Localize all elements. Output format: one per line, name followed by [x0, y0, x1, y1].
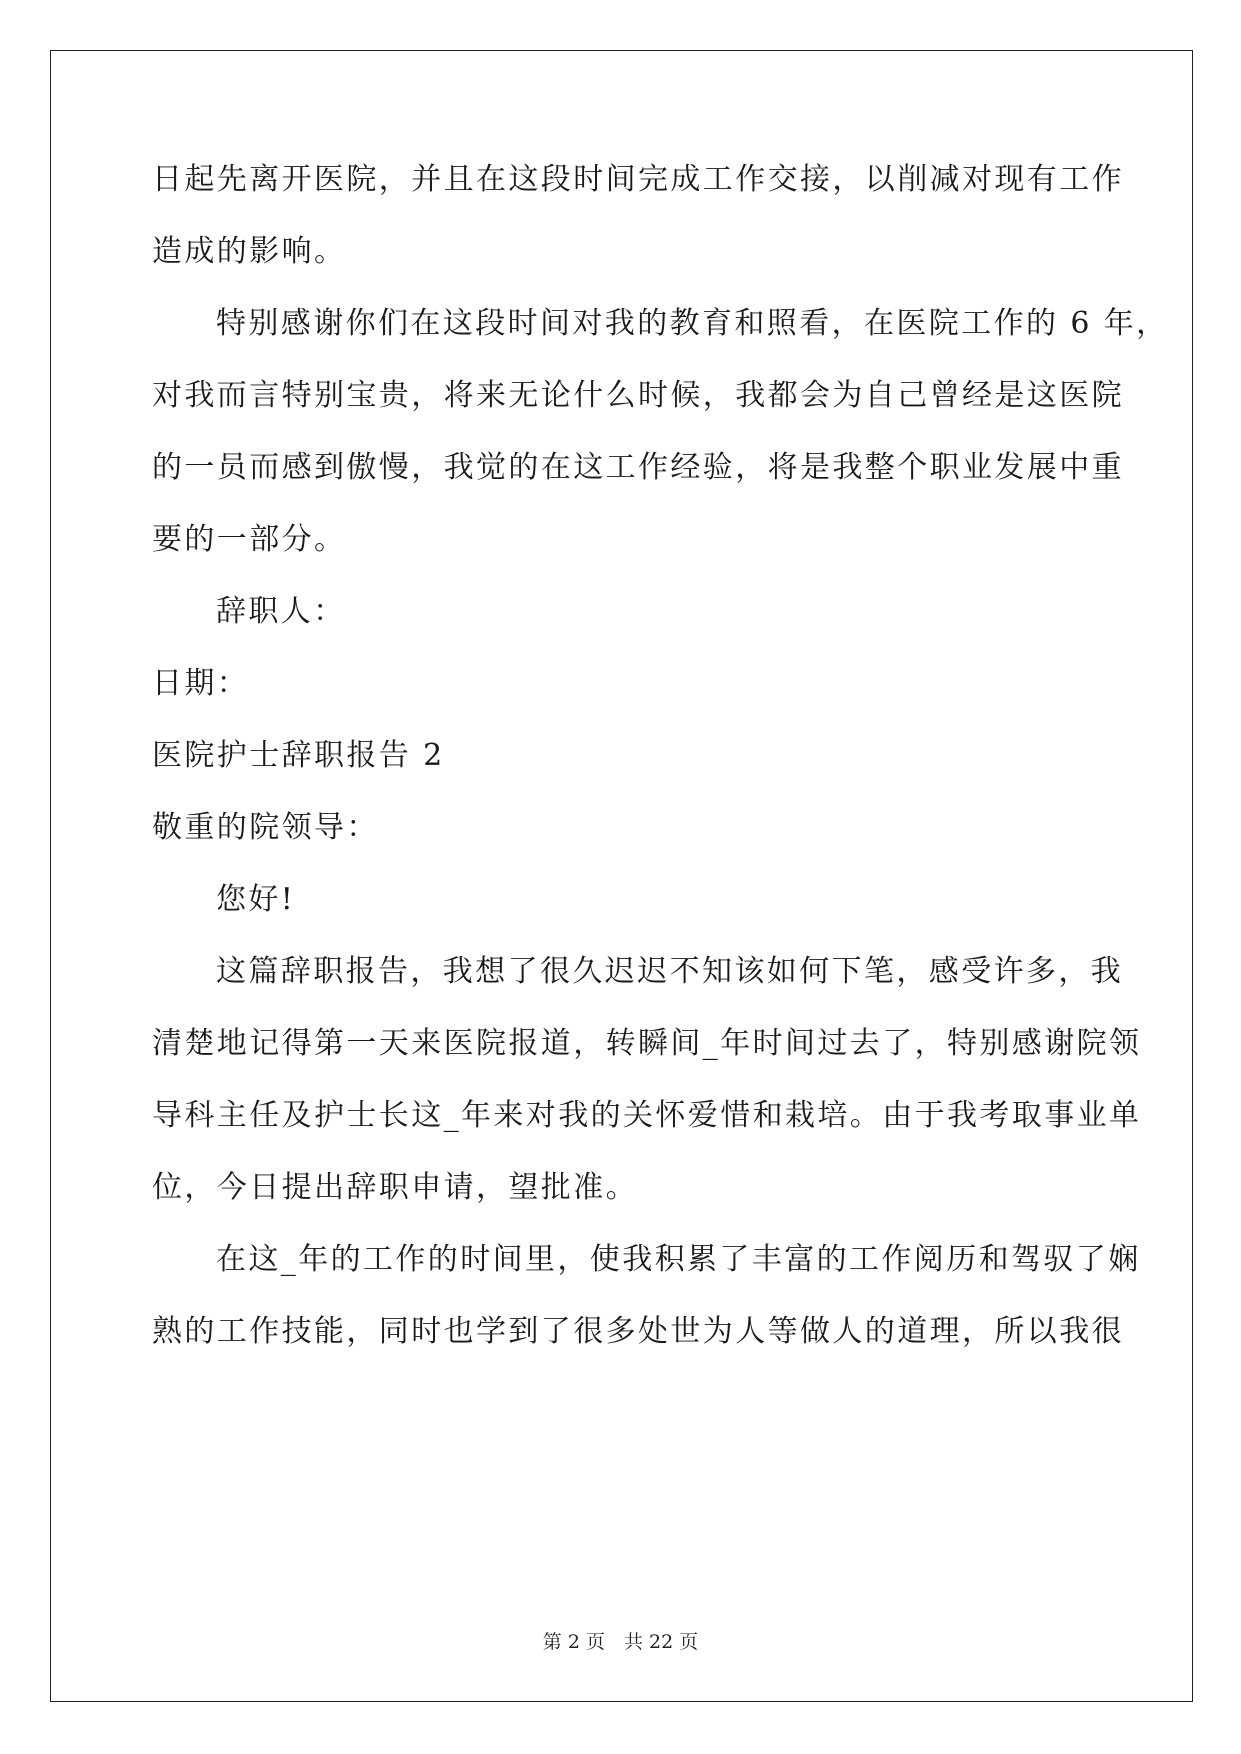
section-title: 医院护士辞职报告 2 — [152, 738, 445, 773]
paragraph-line: 要的一部分。 — [152, 522, 347, 557]
paragraph-line: 日起先离开医院，并且在这段时间完成工作交接，以削减对现有工作 — [152, 162, 1124, 197]
salutation: 敬重的院领导： — [152, 810, 379, 845]
paragraph-line: 对我而言特别宝贵，将来无论什么时候，我都会为自己曾经是这医院 — [152, 378, 1124, 413]
paragraph-line: 的一员而感到傲慢，我觉的在这工作经验，将是我整个职业发展中重 — [152, 450, 1124, 485]
paragraph-line: 清楚地记得第一天来医院报道，转瞬间_年时间过去了，特别感谢院领 — [152, 1026, 1142, 1061]
paragraph-line: 导科主任及护士长这_年来对我的关怀爱惜和栽培。由于我考取事业单 — [152, 1098, 1142, 1133]
paragraph-line: 位，今日提出辞职申请，望批准。 — [152, 1170, 638, 1205]
paragraph-line: 在这_年的工作的时间里，使我积累了丰富的工作阅历和驾驭了娴 — [216, 1242, 1141, 1277]
paragraph-line: 这篇辞职报告，我想了很久迟迟不知该如何下笔，感受许多，我 — [216, 954, 1124, 989]
paragraph-line: 造成的影响。 — [152, 234, 347, 269]
date-label: 日期： — [152, 666, 250, 701]
page-border — [50, 50, 1193, 1702]
greeting: 您好! — [216, 882, 296, 917]
paragraph-line: 特别感谢你们在这段时间对我的教育和照看，在医院工作的 6 年， — [216, 306, 1169, 341]
paragraph-line: 熟的工作技能，同时也学到了很多处世为人等做人的道理，所以我很 — [152, 1314, 1124, 1349]
signature-label: 辞职人： — [216, 594, 346, 629]
page-number: 第 2 页 共 22 页 — [542, 1631, 699, 1653]
